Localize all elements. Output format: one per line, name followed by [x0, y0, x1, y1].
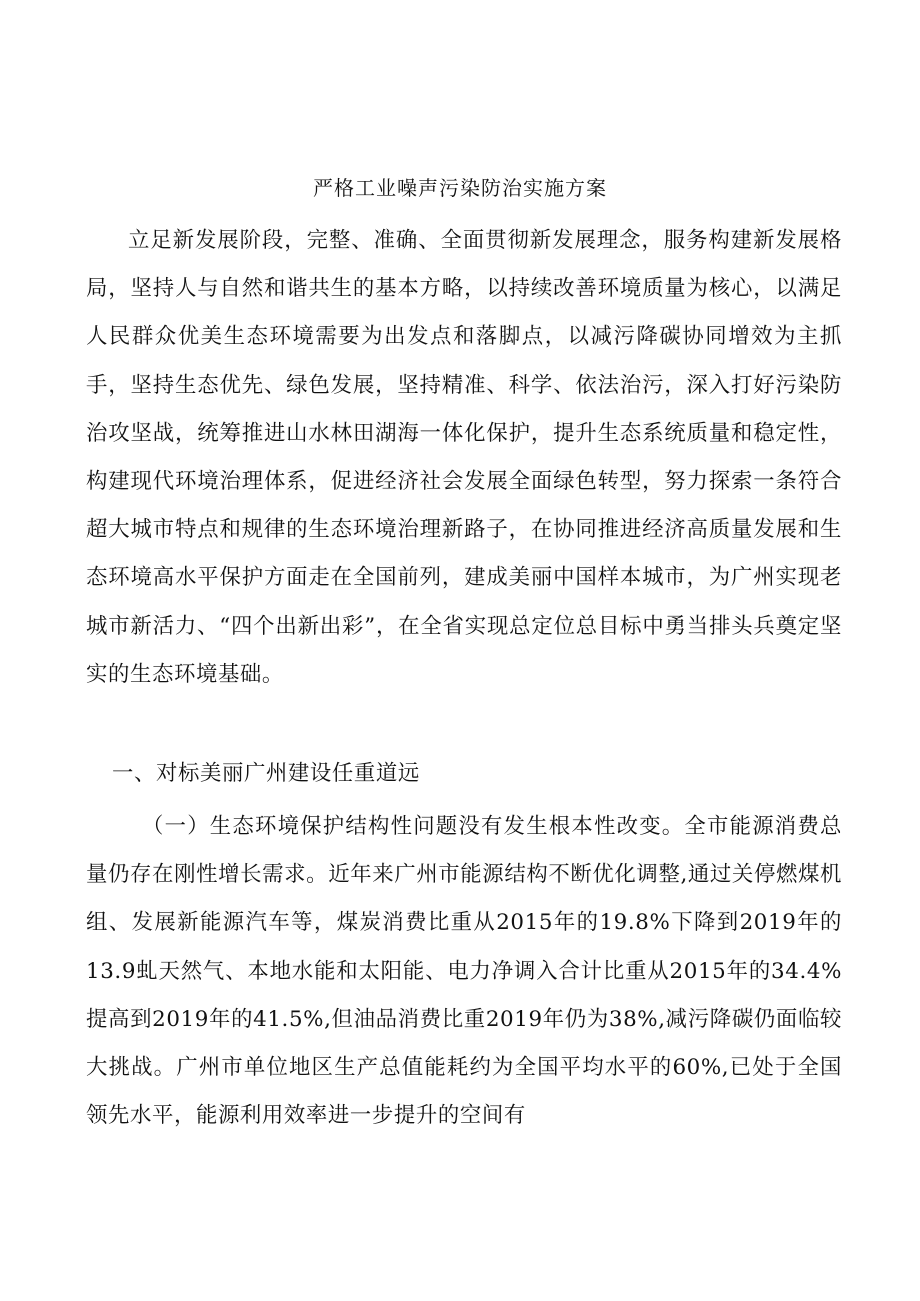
document-title: 严格工业噪声污染防治实施方案: [313, 176, 607, 200]
section-heading: 一、对标美丽广州建设任重道远: [112, 761, 420, 786]
section-paragraph: （一）生态环境保护结构性问题没有发生根本性改变。全市能源消费总量仍存在刚性增长需求。近年来广州市能源结构不断优化调整,通过关停燃煤机组、发展新能源汽车等，煤炭消费比重从2015年的19.8%下降到2019年的13.9虬天然气、本地水能和太阳能、电力净调入合计比重从2015年的34.4%提高到2019年的41.5%,但油品消费比重2019年仍为38%,减污降碳仍面临较大挑战。广州市单位地区生产总值能耗约为全国平均水平的60%,已处于全国领先水平，能源利用效率进一步提升的空间有: [86, 814, 842, 1129]
intro-paragraph: 立足新发展阶段，完整、准确、全面贯彻新发展理念，服务构建新发展格局，坚持人与自然和谐共生的基本方略，以持续改善环境质量为核心，以满足人民群众优美生态环境需要为出发点和落脚点，以减污降碳协同增效为主抓手，坚持生态优先、绿色发展，坚持精准、科学、依法治污，深入打好污染防治攻坚战，统筹推进山水林田湖海一体化保护，提升生态系统质量和稳定性，构建现代环境治理体系，促进经济社会发展全面绿色转型，努力探索一条符合超大城市特点和规律的生态环境治理新路子，在协同推进经济高质量发展和生态环境高水平保护方面走在全国前列，建成美丽中国样本城市，为广州实现老城市新活力、“四个出新出彩”，在全省实现总定位总目标中勇当排头兵奠定坚实的生态环境基础。: [86, 228, 842, 687]
